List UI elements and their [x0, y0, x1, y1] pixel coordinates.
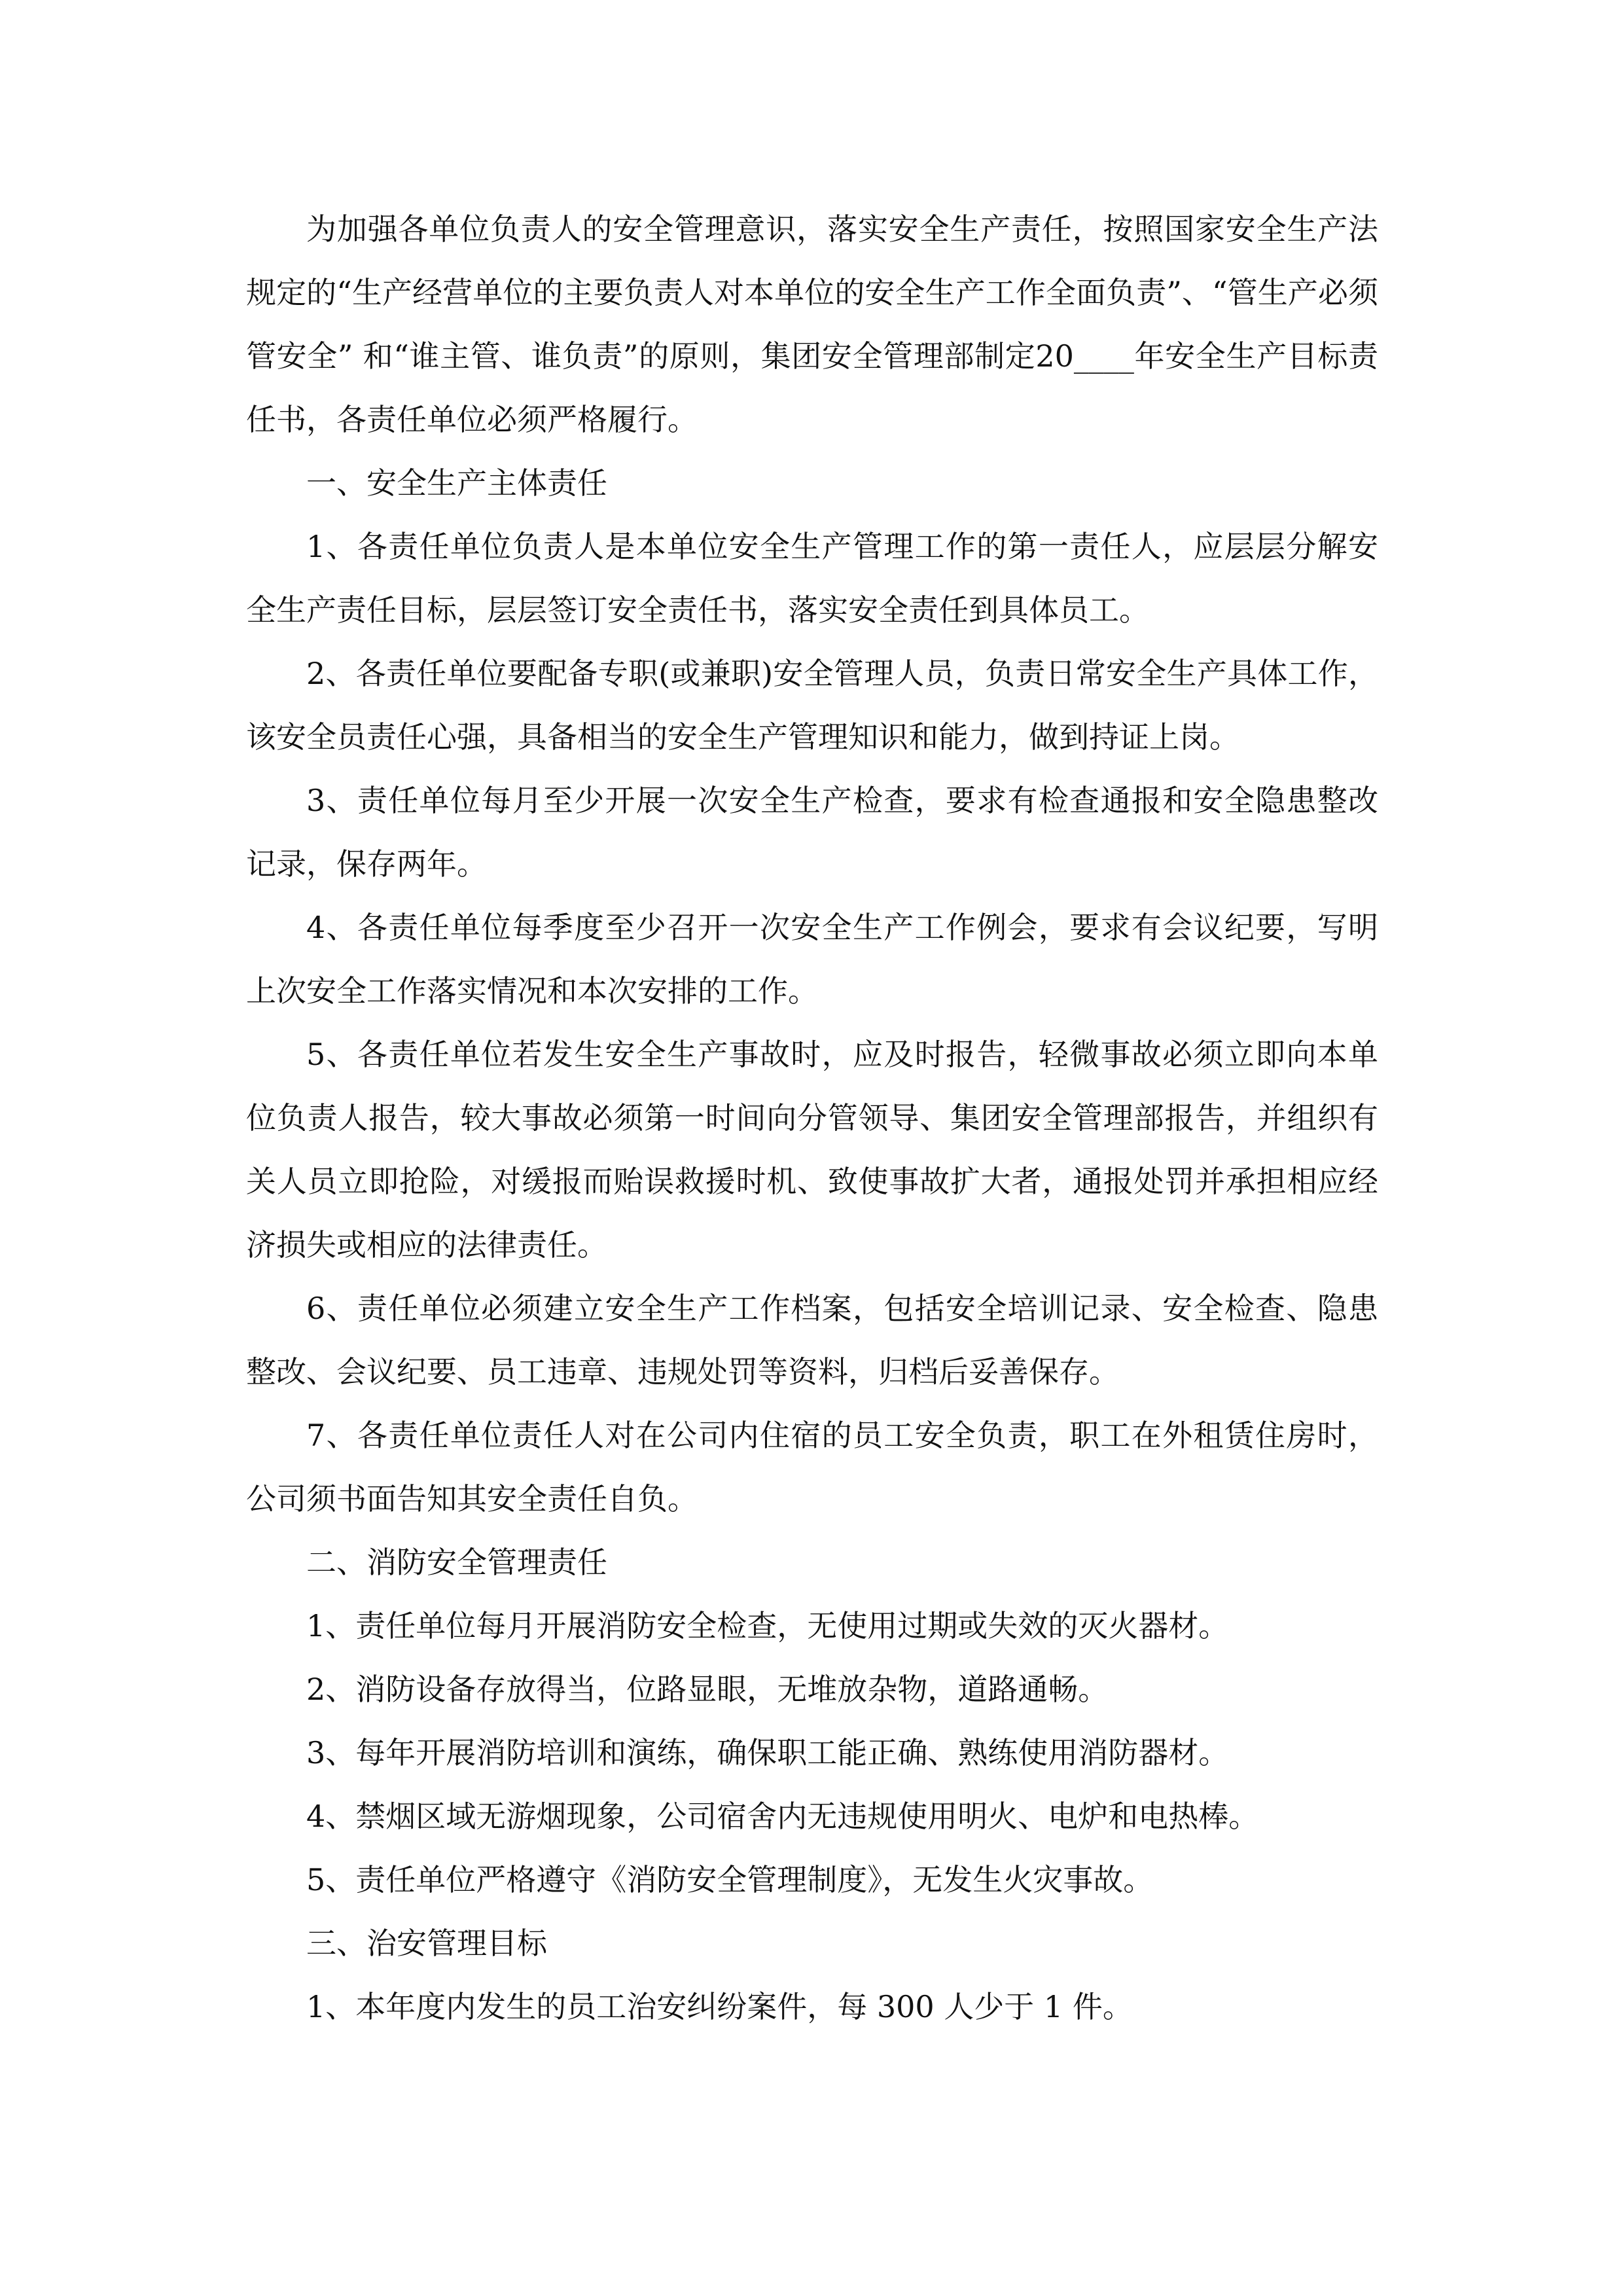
section1-item: 1、各责任单位负责人是本单位安全生产管理工作的第一责任人，应层层分解安全生产责任目标，层层签订安全责任书，落实安全责任到具体员工。: [246, 529, 1378, 628]
section-heading-1: 一、安全生产主体责任: [306, 465, 607, 501]
section2-item: 1、责任单位每月开展消防安全检查，无使用过期或失效的灭火器材。: [306, 1608, 1229, 1643]
section2-item: 5、责任单位严格遵守《消防安全管理制度》，无发生火灾事故。: [306, 1862, 1154, 1897]
intro-paragraph: 为加强各单位负责人的安全管理意识，落实安全生产责任，按照国家安全生产法规定的“生产经营单位的主要负责人对本单位的安全生产工作全面负责”、“管生产必须管安全” 和“谁主管、谁负责”的原则，集团安全管理部制定20____年安全生产目标责任书，各责任单位必须严格履行。: [246, 211, 1378, 437]
section1-item: 5、各责任单位若发生安全生产事故时，应及时报告，轻微事故必须立即向本单位负责人报告，较大事故必须第一时间向分管领导、集团安全管理部报告，并组织有关人员立即抢险，对缓报而贻误救援时机、致使事故扩大者，通报处罚并承担相应经济损失或相应的法律责任。: [246, 1037, 1378, 1263]
section-heading-3: 三、治安管理目标: [306, 1926, 547, 1961]
section1-item: 2、各责任单位要配备专职(或兼职)安全管理人员，负责日常安全生产具体工作，该安全员责任心强，具备相当的安全生产管理知识和能力，做到持证上岗。: [246, 656, 1378, 755]
section3-item: 1、本年度内发生的员工治安纠纷案件，每 300 人少于 1 件。: [306, 1989, 1133, 2024]
document-body: [246, 198, 1378, 2039]
section1-item: 3、责任单位每月至少开展一次安全生产检查，要求有检查通报和安全隐患整改记录，保存两年。: [246, 783, 1378, 882]
section2-item: 3、每年开展消防培训和演练，确保职工能正确、熟练使用消防器材。: [306, 1735, 1229, 1770]
section1-item: 4、各责任单位每季度至少召开一次安全生产工作例会，要求有会议纪要，写明上次安全工作落实情况和本次安排的工作。: [246, 910, 1378, 1009]
section1-item: 7、各责任单位责任人对在公司内住宿的员工安全负责，职工在外租赁住房时，公司须书面告知其安全责任自负。: [246, 1418, 1378, 1516]
section1-item: 6、责任单位必须建立安全生产工作档案，包括安全培训记录、安全检查、隐患整改、会议纪要、员工违章、违规处罚等资料，归档后妥善保存。: [246, 1291, 1378, 1390]
section2-item: 2、消防设备存放得当，位路显眼，无堆放杂物，道路通畅。: [306, 1672, 1109, 1707]
section2-item: 4、禁烟区域无游烟现象，公司宿舍内无违规使用明火、电炉和电热棒。: [306, 1799, 1259, 1834]
section-heading-2: 二、消防安全管理责任: [306, 1545, 607, 1580]
